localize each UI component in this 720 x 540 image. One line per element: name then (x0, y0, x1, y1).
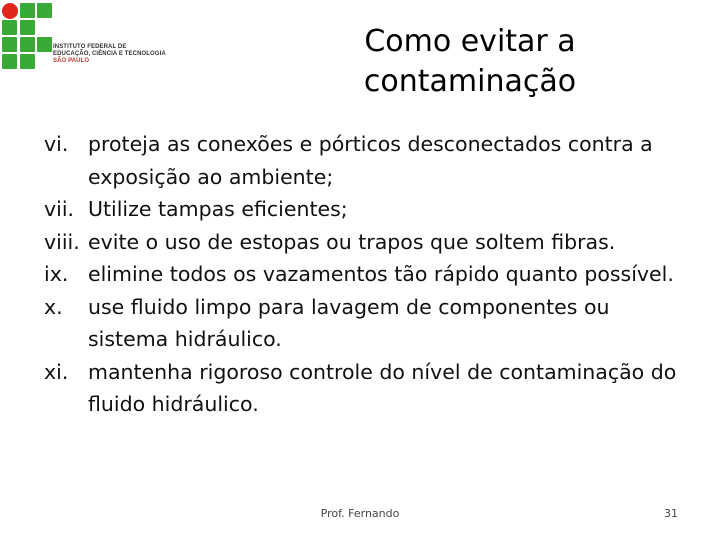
list-item-number: x. (44, 294, 63, 319)
logo-square (37, 3, 52, 18)
list-item-text: use fluido limpo para lavagem de componentes ou sistema hidráulico. (88, 294, 610, 351)
logo-square (20, 54, 35, 69)
list-item (44, 226, 684, 259)
logo-square (2, 20, 17, 35)
list-body (44, 128, 684, 421)
logo-square (37, 37, 52, 52)
title-line-1: Como evitar a (364, 24, 576, 59)
list-item-number: vii. (44, 197, 75, 221)
logo-text (53, 44, 166, 65)
list-item-text: mantenha rigoroso controle do nível de contaminação do fluido hidráulico. (88, 359, 677, 416)
logo-square (20, 20, 35, 35)
logo-grid-icon (2, 3, 54, 71)
page-number: 31 (664, 507, 678, 520)
list-item (44, 291, 684, 356)
logo-square (2, 37, 17, 52)
logo-red-dot (2, 3, 18, 19)
logo-line-3: SÃO PAULO (53, 58, 90, 64)
list-item (44, 258, 684, 291)
logo-square (20, 3, 35, 18)
list-item-number: viii. (44, 229, 80, 254)
footer-author: Prof. Fernando (320, 507, 400, 520)
list-item-text: evite o uso de estopas ou trapos que soltem fibras. (88, 229, 616, 254)
logo-line-1: INSTITUTO FEDERAL DE (53, 44, 127, 50)
institution-logo (0, 0, 176, 76)
logo-square (2, 54, 17, 69)
list-item (44, 356, 684, 421)
list-item (44, 193, 684, 226)
list-item-number: ix. (44, 262, 69, 286)
list-item-text: elimine todos os vazamentos tão rápido quanto possível. (88, 262, 674, 286)
list-item-number: xi. (44, 359, 69, 384)
list-item-text: proteja as conexões e pórticos desconectados contra a exposição ao ambiente; (88, 132, 653, 189)
list-item-number: vi. (44, 132, 69, 156)
logo-line-2: EDUCAÇÃO, CIÊNCIA E TECNOLOGIA (53, 51, 166, 57)
title-line-2: contaminação (363, 64, 577, 99)
list-item-text: Utilize tampas eficientes; (88, 197, 348, 221)
slide-title (320, 22, 620, 102)
logo-square (20, 37, 35, 52)
list-item (44, 128, 684, 193)
